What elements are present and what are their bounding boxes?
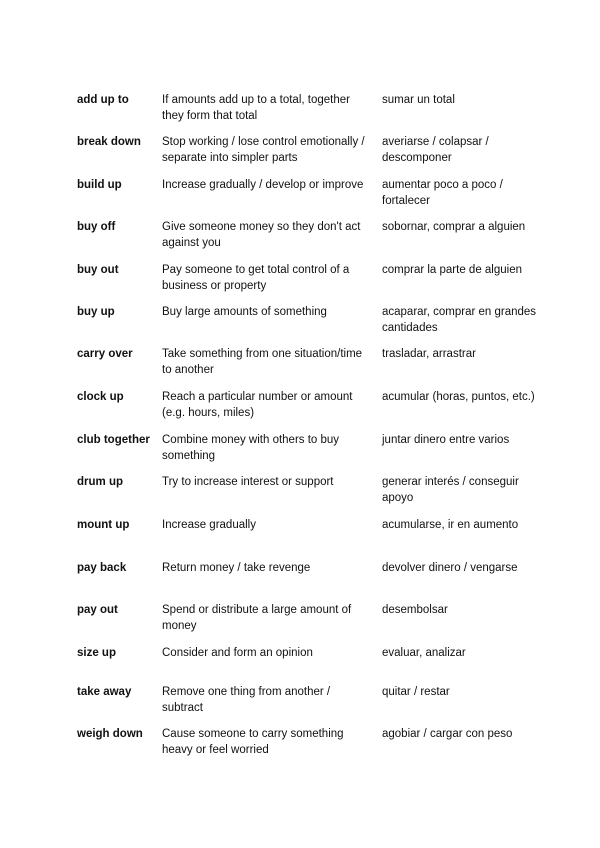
- definition: If amounts add up to a total, together they form that total: [162, 94, 350, 122]
- translation: generar interés / conseguir apoyo: [382, 476, 519, 504]
- definition: Combine money with others to buy something: [162, 434, 340, 462]
- translation: acumularse, ir en aumento: [382, 519, 519, 531]
- definition: Buy large amounts of something: [162, 306, 327, 318]
- phrasal-verb: weigh down: [77, 728, 143, 740]
- phrasal-verb: break down: [77, 136, 141, 148]
- translation: averiarse / colapsar / descomponer: [382, 136, 489, 164]
- definition: Pay someone to get total control of a business or property: [162, 264, 350, 292]
- translation: agobiar / cargar con peso: [382, 728, 513, 740]
- definition: Increase gradually: [162, 519, 256, 531]
- translation: acaparar, comprar en grandes cantidades: [382, 306, 537, 334]
- translation: sobornar, comprar a alguien: [382, 221, 526, 233]
- translation: juntar dinero entre varios: [382, 434, 510, 446]
- phrasal-verb: drum up: [77, 476, 123, 488]
- phrasal-verb: add up to: [77, 94, 129, 106]
- definition: Try to increase interest or support: [162, 476, 334, 488]
- translation: desembolsar: [382, 604, 448, 616]
- translation: comprar la parte de alguien: [382, 264, 522, 276]
- phrasal-verb: pay back: [77, 562, 127, 574]
- translation: sumar un total: [382, 94, 455, 106]
- phrasal-verb: mount up: [77, 519, 130, 531]
- phrasal-verb: pay out: [77, 604, 118, 616]
- phrasal-verb: build up: [77, 179, 122, 191]
- phrasal-verb: clock up: [77, 391, 124, 403]
- phrasal-verb: buy off: [77, 221, 116, 233]
- phrasal-verb: buy up: [77, 306, 115, 318]
- definition: Return money / take revenge: [162, 562, 311, 574]
- definition: Increase gradually / develop or improve: [162, 179, 364, 191]
- definition: Cause someone to carry something heavy or feel worried: [162, 728, 344, 756]
- translation: acumular (horas, puntos, etc.): [382, 391, 535, 403]
- definition: Take something from one situation/time to another: [162, 348, 363, 376]
- definition: Spend or distribute a large amount of money: [162, 604, 352, 632]
- translation: aumentar poco a poco / fortalecer: [382, 179, 503, 207]
- definition: Stop working / lose control emotionally / separate into simpler parts: [162, 136, 365, 164]
- definition: Give someone money so they don't act against you: [162, 221, 361, 249]
- definition: Consider and form an opinion: [162, 647, 313, 659]
- phrasal-verb: take away: [77, 686, 132, 698]
- definition: Reach a particular number or amount (e.g. hours, miles): [162, 391, 353, 419]
- translation: quitar / restar: [382, 686, 450, 698]
- phrasal-verb: club together: [77, 434, 150, 446]
- translation: trasladar, arrastrar: [382, 348, 476, 360]
- phrasal-verb: size up: [77, 647, 116, 659]
- translation: evaluar, analizar: [382, 647, 466, 659]
- translation: devolver dinero / vengarse: [382, 562, 518, 574]
- phrasal-verb: carry over: [77, 348, 133, 360]
- phrasal-verb: buy out: [77, 264, 119, 276]
- definition: Remove one thing from another / subtract: [162, 686, 331, 714]
